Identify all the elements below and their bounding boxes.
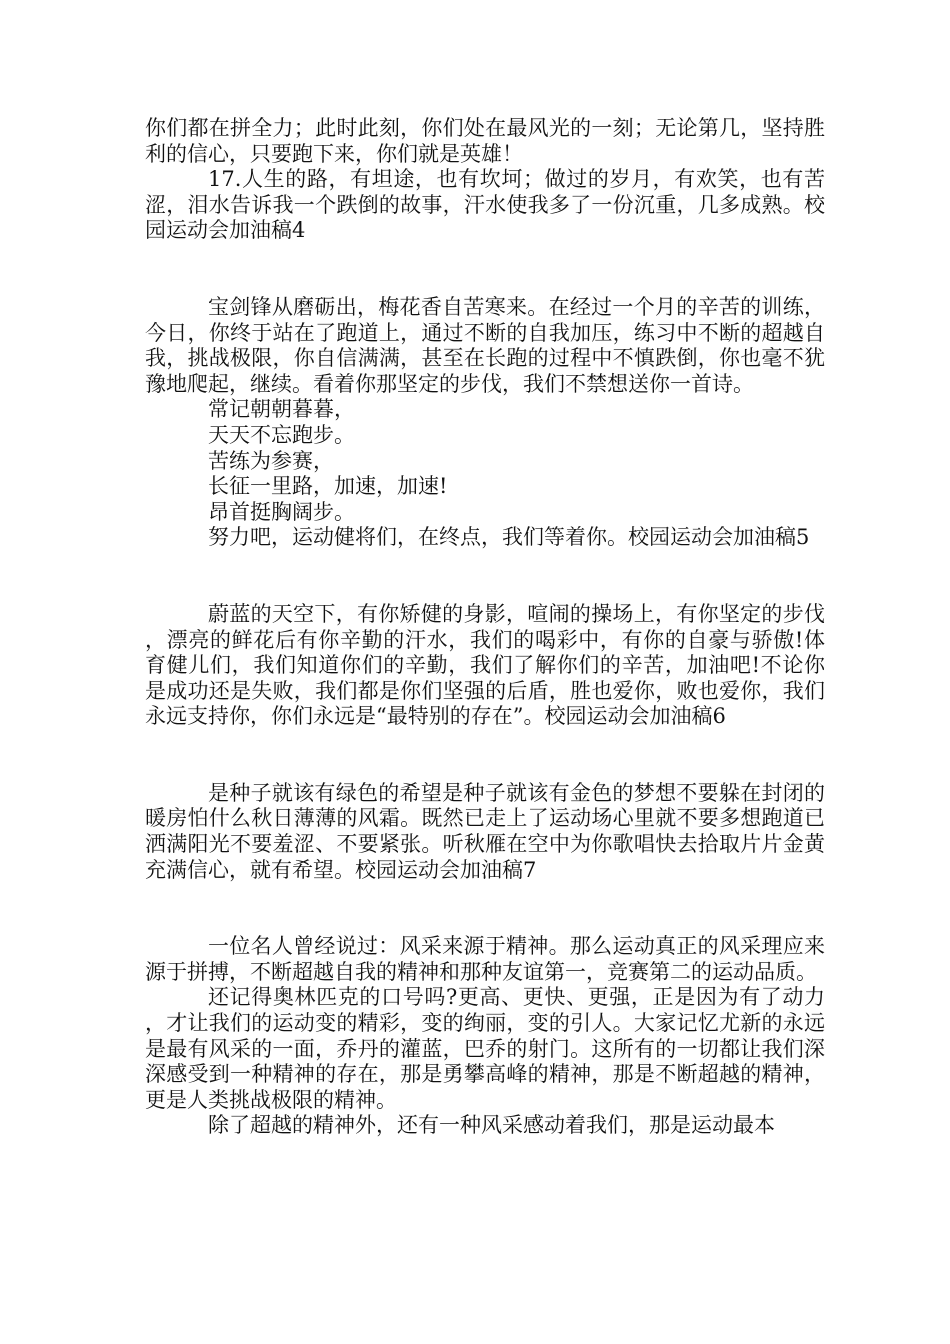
poem-line-2: 天天不忘跑步。 [208, 422, 355, 447]
paragraph-7: 一位名人曾经说过：风采来源于精神。那么运动真正的风采理应来源于拼搏，不断超越自我的精神和那种友谊第一，竞赛第二的运动品质。 [145, 934, 825, 984]
section-gap [145, 551, 825, 602]
section-gap [145, 883, 825, 934]
paragraph-3: 宝剑锋从磨砺出，梅花香自苦寒来。在经过一个月的辛苦的训练，今日，你终于站在了跑道上，通过不断的自我加压，练习中不断的超越自我，挑战极限，你自信满满，甚至在长跑的过程中不慎跌倒，你也毫不犹豫地爬起，继续。看着你那坚定的步伐，我们不禁想送你一首诗。 [145, 294, 825, 396]
paragraph-8: 还记得奥林匹克的口号吗?更高、更快、更强，正是因为有了动力，才让我们的运动变的精彩，变的绚丽，变的引人。大家记忆尤新的永远是最有风采的一面，乔丹的灌蓝，巴乔的射门。这所有的一切都让我们深深感受到一种精神的存在，那是勇攀高峰的精神，那是不断超越的精神，更是人类挑战极限的精神。 [145, 985, 825, 1112]
section-gap [145, 730, 825, 781]
paragraph-2: 17.人生的路，有坦途，也有坎坷；做过的岁月，有欢笑，也有苦涩，泪水告诉我一个跌倒的故事，汗水使我多了一份沉重，几多成熟。校园运动会加油稿4 [145, 167, 825, 243]
paragraph-6: 是种子就该有绿色的希望是种子就该有金色的梦想不要躲在封闭的暖房怕什么秋日薄薄的风霜。既然已走上了运动场心里就不要多想跑道已洒满阳光不要羞涩、不要紧张。听秋雁在空中为你歌唱快去拾取片片金黄充满信心，就有希望。校园运动会加油稿7 [145, 780, 825, 882]
paragraph-4: 努力吧，运动健将们，在终点，我们等着你。校园运动会加油稿5 [208, 525, 810, 550]
document-page [145, 116, 825, 1139]
paragraph-5: 蔚蓝的天空下，有你矫健的身影，喧闹的操场上，有你坚定的步伐，漂亮的鲜花后有你辛勤的汗水，我们的喝彩中，有你的自豪与骄傲!体育健儿们，我们知道你们的辛勤，我们了解你们的辛苦，加油吧!不论你是成功还是失败，我们都是你们坚强的后盾，胜也爱你，败也爱你，我们永远支持你，你们永远是“最特别的存在”。校园运动会加油稿6 [145, 601, 825, 729]
poem-line-1: 常记朝朝暮暮， [208, 397, 355, 422]
poem-line-3: 苦练为参赛， [208, 448, 334, 473]
poem-line-4: 长征一里路，加速，加速! [208, 474, 448, 499]
paragraph-1: 你们都在拼全力；此时此刻，你们处在最风光的一刻；无论第几，坚持胜利的信心，只要跑下来，你们就是英雄！ [145, 116, 825, 166]
section-gap [145, 244, 825, 295]
poem-line-5: 昂首挺胸阔步。 [208, 499, 355, 524]
paragraph-9: 除了超越的精神外，还有一种风采感动着我们，那是运动最本 [208, 1113, 775, 1138]
